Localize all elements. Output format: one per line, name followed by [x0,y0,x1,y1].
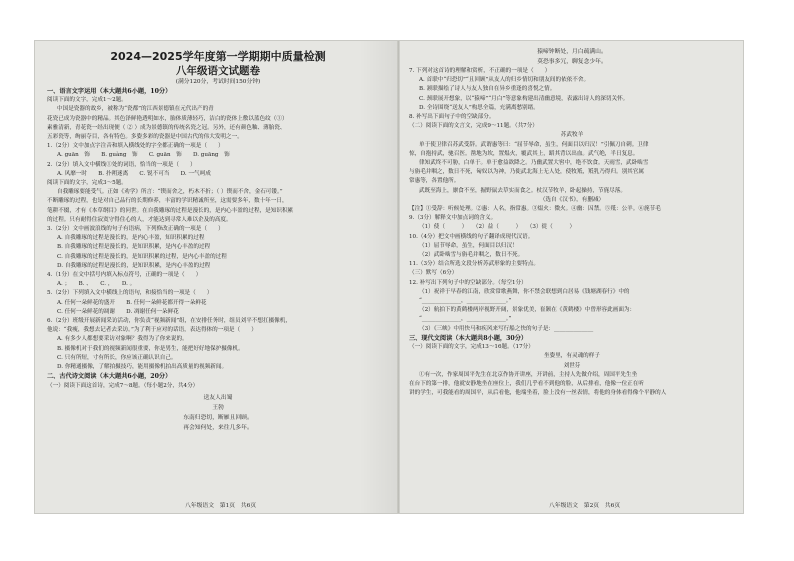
exam-title: 2024—2025学年度第一学期期中质量检测 [110,50,326,63]
exam-paper [34,40,744,514]
text-line: 1.（2分）文中加点字注音和填入横线处的字全都正确的一项是（ ） [47,143,224,150]
text-line: 二、古代诗文阅读（本大题共6小题，20分） [47,373,172,381]
text-line: 中国是瓷器的故乡，被称为“瓷都”的江西景德镇在元代出产的青 [57,106,214,113]
text-line: 他说：“我瘦，我想去记者去采访。”为了利于应对的话语，表达得体的一项是（ ） [47,327,257,334]
text-line: A. 自我雕琢的过程是漫长的，是内心丰盈，知识积累的过程 [57,235,205,242]
page-right [399,41,744,513]
text-line: A. 任何一朵鲜花的盛开 B. 任何一朵鲜花都开得一朵鲜花 [57,299,207,306]
right-content [409,67,735,398]
text-line: B. 颔联描绘了诗人与友人独自在异乡重逢的喜悦之情。 [419,86,556,93]
poem-line: 猿啼钟断处，月白疏满山。 [537,49,607,55]
text-line: 阅读下面的文字，完成1～2题。 [47,97,127,104]
poem-line: 东南归恐切，断雁且回顾。 [183,414,253,421]
text-line: 素雅清新，青花瓷一经出现便（ ② ）成为景德镇的传统名瓷之冠。另外，还有颜色釉、薄胎瓷、 [47,124,286,131]
poem-block [47,393,389,433]
text-line: 花瓷已成为瓷器中的精品。其色泽鲜艳透明如水，胎体质薄轻巧，洁白的瓷体上敷以蓝色纹（①） [47,115,288,122]
text-line: “______________，______________。” [419,316,512,323]
text-line: 6.（2分）班级开展新闻采访活动，你负责“视频新闻”组，在安排任务时，组员刘平不想扛摄像机， [47,318,291,325]
page-footer-2: 八年级语文 第2页 共6页 [549,503,621,509]
text-line: （2）武卧啮雪与旃毛并咽之，数日不死。 [419,252,524,259]
text-line: 9.（3分）解释文中加点词的含义。 [409,215,497,222]
text-line: 单于使卫律召苏武受辞。武谓惠等曰：“屈节辱命，虽生，何面目以归汉！”引佩刀自刺。卫律 [419,141,649,148]
text-line: C. 自我雕琢的过程是漫长的，是知识积累的过程，是内心丰盈的过程 [57,253,227,260]
text-line: 12. 补写出下列句子中的空缺部分。（每空1分） [409,279,527,286]
text-line: C. 只有所短，寸有所长，你应该正确认识自己。 [57,354,177,361]
text-line: 坐姿里，有灵魂的样子 [544,353,600,360]
text-line: A. 有多少人都想要采访对象啊？我得为了你来说的。 [57,336,188,343]
text-line: 的过程。只有耐得住寂寞守得住心的人，才能达到寻常人难以企及的高度。 [47,216,232,223]
text-line: D. 全诗围绕“送友人”构思全篇，充满离愁别绪。 [419,104,539,111]
page-left [35,41,399,513]
poem-continuation [409,47,735,67]
text-line: 5.（2分）下列填入文中横线上的语句，和接恰当的一项是（ ） [47,290,213,297]
text-line: 2.（2分）填入文中横线①处的词语，恰当的一项是（ ） [47,161,196,168]
text-line: 8. 补写出下面句子中的空缺部分。 [409,114,495,121]
text-line: （2）航拍下的黄鹤楼两岸视野开阔，景象优美，崔颢在《黄鹤楼》中曾形容此画面为： [419,307,636,314]
text-line: 10.（4分）把文中画横线的句子翻译成现代汉语。 [409,233,534,240]
text-line: （1）屈节辱命，虽生，何面目以归汉！ [419,242,518,249]
text-line: （一）阅读下面这首诗，完成7～8题。（每小题2分，共4分） [47,382,199,389]
left-content [47,87,389,391]
text-line: A. ； B. 、 C. ， D. 。 [57,281,136,288]
poem-line: 王勃 [212,404,224,411]
text-line: 自我雕琢要能受气。正如《劝学》所言：“锲而舍之，朽木不折；（ ）锲而不舍，金石可镂。” [57,189,283,196]
text-line: 【注】①受辞：听候处理。②惠：人名，指常惠。③煴火：微火。④幽：囚禁。⑤羝：公羊。⑥旄节毛 [409,206,661,213]
text-line: （一）阅读下面的文字，完成13～16题。（17分） [409,344,534,351]
exam-info: (满分120分，考试时间150分钟) [175,79,261,85]
poem-line: 莫恐事多冗，聊复念少年。 [537,59,607,65]
text-line: 武既至海上，廪食不至，掘野鼠去草实而食之。杖汉节牧羊，卧起操持，节旄尽落。 [419,187,626,194]
poem-line: 再会知何处，来往几多年。 [183,424,253,431]
text-line: 讲的学生，可我能看的周国平，从后看他，他端坐着，脸上没有一丝表情，将他的身体看得像个平静的人 [409,390,667,397]
text-line: 五彩瓷等，绚丽夺目，各有特色。多姿多彩的瓷器是中国古代的伟大发明之一。 [47,134,243,141]
text-line: A. 首联中“归恐切”“且回顾”从友人的归乡情切和朋友间的依依不舍。 [419,77,590,84]
text-line: C. 颈联展开想象，以“猿啼”“月白”等意象构建出清幽意境，表露出诗人的深切关怀。 [419,95,629,102]
text-line: 4.（1分）在文中括号内填入标点符号，正确的一项是（ ） [47,272,202,279]
text-line: C. 任何一朵鲜花的凋谢 D. 凋谢任何一朵鲜花 [57,308,179,315]
text-line: 刘世芬 [563,362,581,369]
text-line: 一、语言文字运用（本大题共6小题，10分） [47,88,172,95]
exam-subtitle: 八年级语文试题卷 [176,65,260,77]
text-line: B. 摄像机对于我们的视频新闻很重要，你是男生，能把好好地保护摄像机。 [57,345,244,352]
text-line: 惊，自抱持武，驰召医。凿地为坎，置煴火，覆武其上，蹈其背以出血。武气绝，半日复息。 [409,150,639,157]
text-line: B. 自我雕琢的过程是漫长的，是知识积累，是内心丰盈的过程 [57,244,211,251]
text-line: “______________，______________。” [419,298,512,305]
text-line: （3）《三峡》中用快马和疾风来写行船之快的句子是：______________ [419,325,594,332]
text-line: 律知武终不可胁，白单于。单于愈益欲降之。乃幽武置大窖中，绝不饮食。天雨雪，武卧啮雪 [419,160,649,167]
text-line: D. 你精通摄像，了解拍摄技巧，能用摄像机拍出高质量的视频新闻。 [57,364,228,371]
text-line: D. 自我雕琢的过程是漫长的，是知识积累，是内心丰盈的过程 [57,262,211,269]
text-line: 不断雕琢的过程，也是对自己品行的长期修养，丰富的学识精诚所至，这需要多年，数十年一日， [47,198,288,205]
text-line: 常惠等，各置他所。 [409,178,460,185]
text-line: （三）默写（6分） [409,270,458,277]
text-line: 3.（2分）文中画波浪线的句子有语病，下列修改正确的一项是（ ） [47,226,224,233]
text-line: A. guān 饰 B. guàng 饰 C. guān 饰 D. guāng 饰 [57,152,230,159]
poem-line: 送友人出蜀 [203,394,233,401]
text-line: 苏武牧羊 [560,132,584,139]
text-line: A. 风靡一时 B. 扑朔迷离 C. 锐不可当 D. 一气呵成 [57,170,211,177]
text-line: 7. 下列对这首诗的理解和赏析，不正确的一项是（ ） [409,68,551,74]
text-line: 11.（3分）结合所选文段分析苏武形象的主要特点。 [409,261,539,268]
text-line: （1）祝祥于早春的江南，欣赏常歌燕舞，你不禁会联想到白居易《钱塘湖春行》中的 [419,288,630,295]
text-line: 与旃毛并咽之，数日不死，匈奴以为神，乃徙武北海上无人处，使牧羝，羝乳乃得归。别其官属 [409,169,644,176]
text-line: 阅读下面的文字，完成3～5题。 [47,180,127,187]
text-line: （二）阅读下面的文言文，完成9～11题。（共7分） [409,123,538,130]
text-line: 在台下的第一排，他就安静地坐在座位上，我们几乎看不到他的脸，从后排看，他像一位正在听 [409,380,644,387]
page-footer-1: 八年级语文 第1页 共6页 [185,503,257,509]
text-line: 三、现代文阅读（本大题共8小题，30分） [409,334,528,342]
text-line: （1）使（ ） （2）益（ ） （3）徙（ ） [419,224,576,231]
text-line: 笔耕不辍，才有《本草纲目》的问世。在自我雕琢的过程是漫长的，是内心丰盈的过程，是知识积累 [47,207,294,214]
text-line: （选自《汉书》，有删减） [539,196,605,203]
text-line: ①有一次，作家周国平先生在北京作协开讲座，开讲前，主持人先做介绍，周国平先生坐 [419,371,638,378]
